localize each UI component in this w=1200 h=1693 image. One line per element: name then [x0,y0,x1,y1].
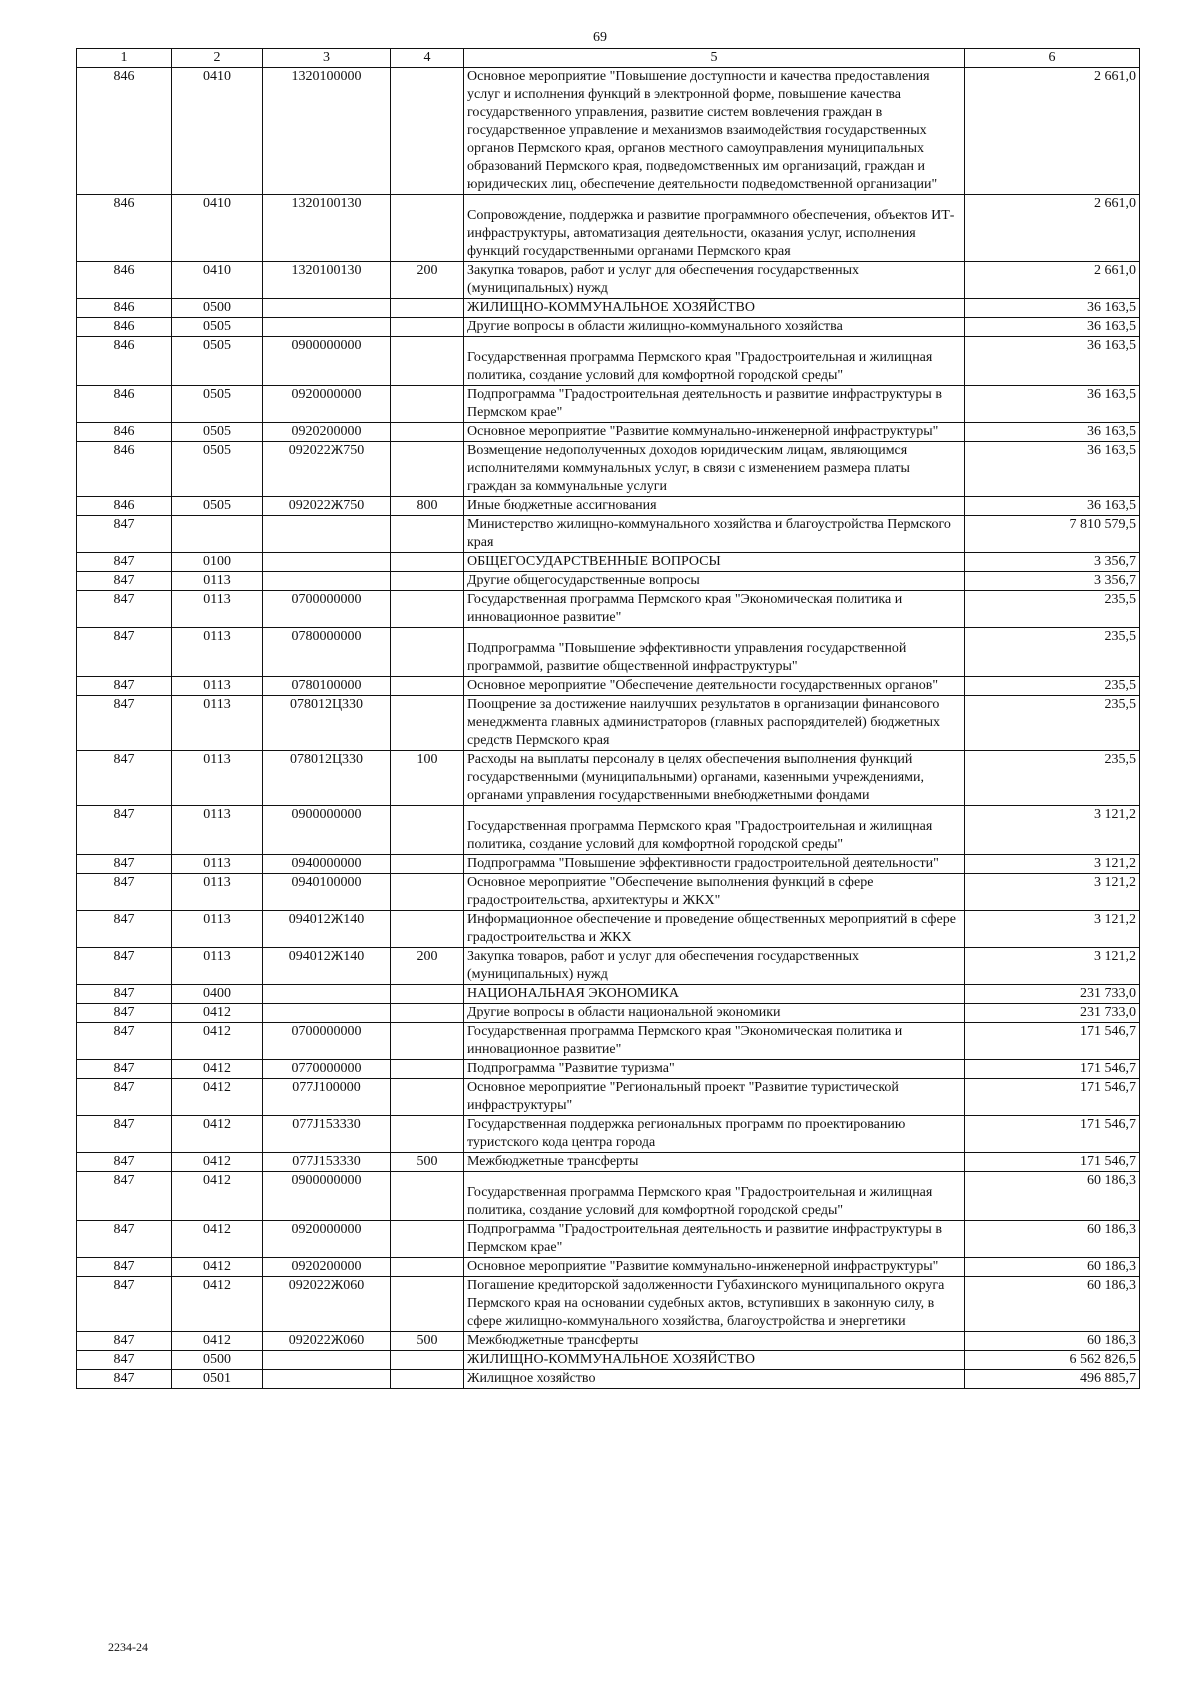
cell-amount: 2 661,0 [965,262,1140,299]
cell-target-code: 0900000000 [263,1172,391,1221]
cell-expense-type-code: 200 [391,948,464,985]
cell-section-code: 0113 [172,751,263,806]
table-row [77,553,1140,572]
cell-amount: 171 546,7 [965,1153,1140,1172]
cell-item-name: Жилищное хозяйство [464,1370,965,1389]
table-row [77,1351,1140,1370]
cell-ministry-code: 846 [77,318,172,337]
cell-amount: 235,5 [965,628,1140,677]
cell-section-code: 0500 [172,299,263,318]
cell-ministry-code: 847 [77,1332,172,1351]
cell-amount: 36 163,5 [965,337,1140,386]
cell-ministry-code: 847 [77,1060,172,1079]
cell-section-code: 0505 [172,318,263,337]
cell-item-name: Министерство жилищно-коммунального хозяйства и благоустройства Пермского края [464,516,965,553]
cell-item-name: Закупка товаров, работ и услуг для обеспечения государственных (муниципальных) нужд [464,262,965,299]
cell-amount: 231 733,0 [965,985,1140,1004]
cell-expense-type-code [391,442,464,497]
cell-item-name: Другие вопросы в области жилищно-коммунального хозяйства [464,318,965,337]
table-body [77,68,1140,1389]
cell-item-name: Государственная поддержка региональных программ по проектированию туристского кода центра города [464,1116,965,1153]
cell-item-name: ЖИЛИЩНО-КОММУНАЛЬНОЕ ХОЗЯЙСТВО [464,1351,965,1370]
cell-item-name: ЖИЛИЩНО-КОММУНАЛЬНОЕ ХОЗЯЙСТВО [464,299,965,318]
cell-item-name: Другие общегосударственные вопросы [464,572,965,591]
cell-ministry-code: 846 [77,423,172,442]
cell-expense-type-code [391,1079,464,1116]
cell-item-name: Сопровождение, поддержка и развитие программного обеспечения, объектов ИТ-инфраструктуры, автоматизация деятельности, оказания услуг, исполнения функций государственными органами Пермского края [464,195,965,262]
cell-section-code: 0505 [172,423,263,442]
cell-target-code: 0940100000 [263,874,391,911]
col-header: 5 [464,49,965,68]
cell-expense-type-code [391,572,464,591]
cell-section-code: 0113 [172,911,263,948]
cell-amount: 235,5 [965,696,1140,751]
cell-section-code: 0500 [172,1351,263,1370]
cell-target-code [263,318,391,337]
cell-expense-type-code [391,318,464,337]
cell-ministry-code: 847 [77,948,172,985]
cell-target-code: 078012Ц330 [263,751,391,806]
cell-expense-type-code [391,1116,464,1153]
cell-amount: 2 661,0 [965,195,1140,262]
cell-amount: 3 356,7 [965,553,1140,572]
cell-amount: 60 186,3 [965,1258,1140,1277]
table-row [77,442,1140,497]
cell-ministry-code: 846 [77,497,172,516]
cell-item-name: Возмещение недополученных доходов юридическим лицам, являющимся исполнителями коммунальных услуг, в связи с изменением размера платы граждан за коммунальные услуги [464,442,965,497]
cell-section-code: 0501 [172,1370,263,1389]
cell-target-code: 092022Ж060 [263,1332,391,1351]
cell-item-name: Расходы на выплаты персоналу в целях обеспечения выполнения функций государственными (муниципальными) органами, казенными учреждениями, органами управления государственными внебюджетными фондами [464,751,965,806]
cell-target-code [263,1351,391,1370]
col-header: 2 [172,49,263,68]
cell-ministry-code: 847 [77,874,172,911]
cell-target-code: 092022Ж060 [263,1277,391,1332]
cell-section-code: 0412 [172,1172,263,1221]
cell-target-code: 0900000000 [263,337,391,386]
table-row [77,299,1140,318]
cell-target-code [263,299,391,318]
cell-amount: 171 546,7 [965,1060,1140,1079]
cell-section-code: 0100 [172,553,263,572]
cell-amount: 3 121,2 [965,911,1140,948]
cell-target-code: 0780100000 [263,677,391,696]
cell-item-name: Погашение кредиторской задолженности Губахинского муниципального округа Пермского края на основании судебных актов, вступивших в законную силу, в сфере жилищно-коммунального хозяйства, благоустройства и энергетики [464,1277,965,1332]
page-number: 69 [593,30,607,45]
cell-target-code [263,516,391,553]
table-row [77,318,1140,337]
cell-ministry-code: 847 [77,1116,172,1153]
cell-amount: 60 186,3 [965,1172,1140,1221]
cell-target-code: 094012Ж140 [263,948,391,985]
cell-expense-type-code [391,337,464,386]
cell-target-code [263,985,391,1004]
cell-item-name: Закупка товаров, работ и услуг для обеспечения государственных (муниципальных) нужд [464,948,965,985]
col-header: 1 [77,49,172,68]
table-row [77,985,1140,1004]
cell-amount: 171 546,7 [965,1023,1140,1060]
cell-ministry-code: 847 [77,751,172,806]
cell-ministry-code: 847 [77,1153,172,1172]
cell-target-code: 1320100000 [263,68,391,195]
cell-section-code: 0412 [172,1221,263,1258]
table-row [77,497,1140,516]
cell-expense-type-code [391,806,464,855]
cell-section-code: 0505 [172,497,263,516]
cell-item-name: Основное мероприятие "Региональный проект "Развитие туристической инфраструктуры" [464,1079,965,1116]
cell-amount: 235,5 [965,677,1140,696]
cell-expense-type-code [391,386,464,423]
cell-section-code: 0412 [172,1060,263,1079]
cell-section-code: 0113 [172,948,263,985]
cell-expense-type-code [391,628,464,677]
cell-target-code [263,572,391,591]
cell-item-name: Основное мероприятие "Развитие коммунально-инженерной инфраструктуры" [464,423,965,442]
cell-section-code: 0412 [172,1277,263,1332]
cell-expense-type-code [391,696,464,751]
header-row [77,49,1140,68]
cell-expense-type-code [391,1277,464,1332]
cell-amount: 235,5 [965,591,1140,628]
cell-target-code: 0920200000 [263,423,391,442]
cell-expense-type-code [391,1221,464,1258]
cell-expense-type-code [391,1370,464,1389]
cell-amount: 3 121,2 [965,948,1140,985]
cell-section-code: 0505 [172,337,263,386]
cell-expense-type-code [391,591,464,628]
cell-expense-type-code [391,677,464,696]
cell-ministry-code: 846 [77,68,172,195]
cell-target-code: 077J153330 [263,1153,391,1172]
cell-expense-type-code [391,68,464,195]
cell-amount: 36 163,5 [965,442,1140,497]
cell-expense-type-code [391,1023,464,1060]
cell-section-code: 0113 [172,696,263,751]
cell-amount: 7 810 579,5 [965,516,1140,553]
cell-item-name: Государственная программа Пермского края "Градостроительная и жилищная политика, создание условий для комфортной городской среды" [464,1172,965,1221]
cell-ministry-code: 847 [77,572,172,591]
cell-expense-type-code [391,1351,464,1370]
cell-item-name: Основное мероприятие "Обеспечение выполнения функций в сфере градостроительства, архитектуры и ЖКХ" [464,874,965,911]
cell-ministry-code: 847 [77,855,172,874]
cell-section-code: 0113 [172,628,263,677]
cell-item-name: Основное мероприятие "Обеспечение деятельности государственных органов" [464,677,965,696]
cell-ministry-code: 847 [77,1351,172,1370]
cell-section-code: 0505 [172,386,263,423]
cell-expense-type-code [391,553,464,572]
cell-item-name: НАЦИОНАЛЬНАЯ ЭКОНОМИКА [464,985,965,1004]
cell-section-code: 0412 [172,1153,263,1172]
cell-section-code: 0410 [172,262,263,299]
cell-ministry-code: 847 [77,1023,172,1060]
cell-section-code: 0113 [172,572,263,591]
cell-ministry-code: 846 [77,195,172,262]
cell-expense-type-code: 500 [391,1153,464,1172]
cell-expense-type-code [391,1004,464,1023]
cell-ministry-code: 847 [77,1370,172,1389]
cell-target-code: 077J100000 [263,1079,391,1116]
cell-section-code [172,516,263,553]
cell-expense-type-code [391,516,464,553]
cell-item-name: Иные бюджетные ассигнования [464,497,965,516]
cell-expense-type-code: 100 [391,751,464,806]
cell-ministry-code: 847 [77,911,172,948]
table-row [77,516,1140,553]
cell-expense-type-code [391,1172,464,1221]
cell-ministry-code: 847 [77,553,172,572]
cell-expense-type-code [391,855,464,874]
cell-expense-type-code [391,985,464,1004]
cell-target-code: 078012Ц330 [263,696,391,751]
table-row [77,806,1140,855]
cell-section-code: 0113 [172,591,263,628]
table-row [77,591,1140,628]
cell-target-code: 1320100130 [263,262,391,299]
table-row [77,1023,1140,1060]
cell-expense-type-code [391,874,464,911]
cell-amount: 60 186,3 [965,1221,1140,1258]
cell-target-code [263,553,391,572]
cell-amount: 36 163,5 [965,423,1140,442]
cell-section-code: 0412 [172,1332,263,1351]
cell-amount: 36 163,5 [965,497,1140,516]
table-row [77,696,1140,751]
cell-section-code: 0412 [172,1079,263,1116]
table-row [77,572,1140,591]
cell-amount: 36 163,5 [965,299,1140,318]
cell-section-code: 0412 [172,1116,263,1153]
cell-target-code: 092022Ж750 [263,442,391,497]
table-row [77,1258,1140,1277]
cell-amount: 36 163,5 [965,318,1140,337]
cell-ministry-code: 846 [77,262,172,299]
cell-target-code: 0770000000 [263,1060,391,1079]
cell-item-name: Межбюджетные трансферты [464,1332,965,1351]
cell-ministry-code: 846 [77,386,172,423]
cell-target-code [263,1004,391,1023]
cell-item-name: Другие вопросы в области национальной экономики [464,1004,965,1023]
table-row [77,1370,1140,1389]
cell-item-name: Государственная программа Пермского края "Экономическая политика и инновационное развитие" [464,591,965,628]
cell-section-code: 0113 [172,874,263,911]
table-row [77,1060,1140,1079]
cell-ministry-code: 846 [77,337,172,386]
cell-expense-type-code [391,195,464,262]
cell-item-name: ОБЩЕГОСУДАРСТВЕННЫЕ ВОПРОСЫ [464,553,965,572]
cell-expense-type-code [391,1258,464,1277]
table-row [77,337,1140,386]
cell-target-code [263,1370,391,1389]
cell-ministry-code: 847 [77,1221,172,1258]
table-row [77,751,1140,806]
cell-item-name: Подпрограмма "Развитие туризма" [464,1060,965,1079]
cell-target-code: 0700000000 [263,1023,391,1060]
table-row [77,948,1140,985]
cell-expense-type-code [391,1060,464,1079]
cell-ministry-code: 847 [77,591,172,628]
col-header: 4 [391,49,464,68]
cell-section-code: 0505 [172,442,263,497]
cell-expense-type-code: 200 [391,262,464,299]
cell-target-code: 0920200000 [263,1258,391,1277]
table-row [77,1153,1140,1172]
cell-ministry-code: 847 [77,1004,172,1023]
cell-amount: 3 121,2 [965,874,1140,911]
cell-ministry-code: 847 [77,1258,172,1277]
cell-amount: 171 546,7 [965,1079,1140,1116]
cell-item-name: Подпрограмма "Повышение эффективности градостроительной деятельности" [464,855,965,874]
cell-item-name: Основное мероприятие "Повышение доступности и качества предоставления услуг и исполнения функций в электронной форме, повышение качества государственного управления, развитие систем вовлечения граждан в государственное управление и механизмов взаимодействия государственных органов Пермского края, органов местного самоуправления муниципальных образований Пермского края, подведомственных им организаций, граждан и юридических лиц, обеспечение деятельности подведомственной организации" [464,68,965,195]
cell-section-code: 0412 [172,1023,263,1060]
cell-amount: 171 546,7 [965,1116,1140,1153]
cell-target-code: 1320100130 [263,195,391,262]
cell-item-name: Подпрограмма "Градостроительная деятельность и развитие инфраструктуры в Пермском крае" [464,386,965,423]
cell-expense-type-code [391,299,464,318]
cell-target-code: 0940000000 [263,855,391,874]
cell-item-name: Государственная программа Пермского края "Градостроительная и жилищная политика, создание условий для комфортной городской среды" [464,806,965,855]
cell-amount: 60 186,3 [965,1332,1140,1351]
cell-ministry-code: 847 [77,628,172,677]
cell-item-name: Информационное обеспечение и проведение общественных мероприятий в сфере градостроительства и ЖКХ [464,911,965,948]
cell-amount: 231 733,0 [965,1004,1140,1023]
cell-amount: 496 885,7 [965,1370,1140,1389]
cell-expense-type-code [391,423,464,442]
cell-item-name: Государственная программа Пермского края "Экономическая политика и инновационное развитие" [464,1023,965,1060]
cell-item-name: Поощрение за достижение наилучших результатов в организации финансового менеджмента главных администраторов (главных распорядителей) бюджетных средств Пермского края [464,696,965,751]
cell-ministry-code: 847 [77,985,172,1004]
cell-expense-type-code: 800 [391,497,464,516]
cell-expense-type-code: 500 [391,1332,464,1351]
cell-section-code: 0412 [172,1004,263,1023]
cell-ministry-code: 847 [77,1277,172,1332]
table-row [77,68,1140,195]
cell-section-code: 0113 [172,855,263,874]
cell-amount: 3 121,2 [965,855,1140,874]
cell-amount: 60 186,3 [965,1277,1140,1332]
cell-target-code: 092022Ж750 [263,497,391,516]
cell-target-code: 0900000000 [263,806,391,855]
footer-code: 2234-24 [108,1640,148,1654]
cell-item-name: Государственная программа Пермского края "Градостроительная и жилищная политика, создание условий для комфортной городской среды" [464,337,965,386]
cell-ministry-code: 847 [77,1172,172,1221]
table-row [77,1277,1140,1332]
cell-ministry-code: 847 [77,516,172,553]
table-row [77,262,1140,299]
cell-section-code: 0400 [172,985,263,1004]
table-row [77,1116,1140,1153]
cell-ministry-code: 847 [77,806,172,855]
col-header: 6 [965,49,1140,68]
cell-section-code: 0410 [172,195,263,262]
cell-item-name: Подпрограмма "Градостроительная деятельность и развитие инфраструктуры в Пермском крае" [464,1221,965,1258]
table-row [77,1004,1140,1023]
table-row [77,1079,1140,1116]
budget-table [76,48,1140,1389]
table-row [77,911,1140,948]
cell-section-code: 0113 [172,806,263,855]
cell-item-name: Подпрограмма "Повышение эффективности управления государственной программой, развитие общественной инфраструктуры" [464,628,965,677]
table-row [77,1332,1140,1351]
table-row [77,386,1140,423]
cell-target-code: 0780000000 [263,628,391,677]
cell-ministry-code: 846 [77,442,172,497]
table-row [77,195,1140,262]
cell-ministry-code: 847 [77,677,172,696]
cell-ministry-code: 847 [77,696,172,751]
table-row [77,855,1140,874]
cell-target-code: 094012Ж140 [263,911,391,948]
table-row [77,1221,1140,1258]
cell-target-code: 077J153330 [263,1116,391,1153]
table-row [77,874,1140,911]
cell-ministry-code: 847 [77,1079,172,1116]
table-row [77,628,1140,677]
cell-amount: 235,5 [965,751,1140,806]
cell-target-code: 0920000000 [263,1221,391,1258]
cell-expense-type-code [391,911,464,948]
cell-section-code: 0410 [172,68,263,195]
cell-target-code: 0920000000 [263,386,391,423]
cell-amount: 2 661,0 [965,68,1140,195]
table-row [77,423,1140,442]
cell-target-code: 0700000000 [263,591,391,628]
col-header: 3 [263,49,391,68]
cell-amount: 3 121,2 [965,806,1140,855]
cell-ministry-code: 846 [77,299,172,318]
cell-item-name: Основное мероприятие "Развитие коммунально-инженерной инфраструктуры" [464,1258,965,1277]
cell-section-code: 0412 [172,1258,263,1277]
cell-section-code: 0113 [172,677,263,696]
cell-item-name: Межбюджетные трансферты [464,1153,965,1172]
cell-amount: 36 163,5 [965,386,1140,423]
table-row [77,1172,1140,1221]
cell-amount: 3 356,7 [965,572,1140,591]
table-row [77,677,1140,696]
cell-amount: 6 562 826,5 [965,1351,1140,1370]
